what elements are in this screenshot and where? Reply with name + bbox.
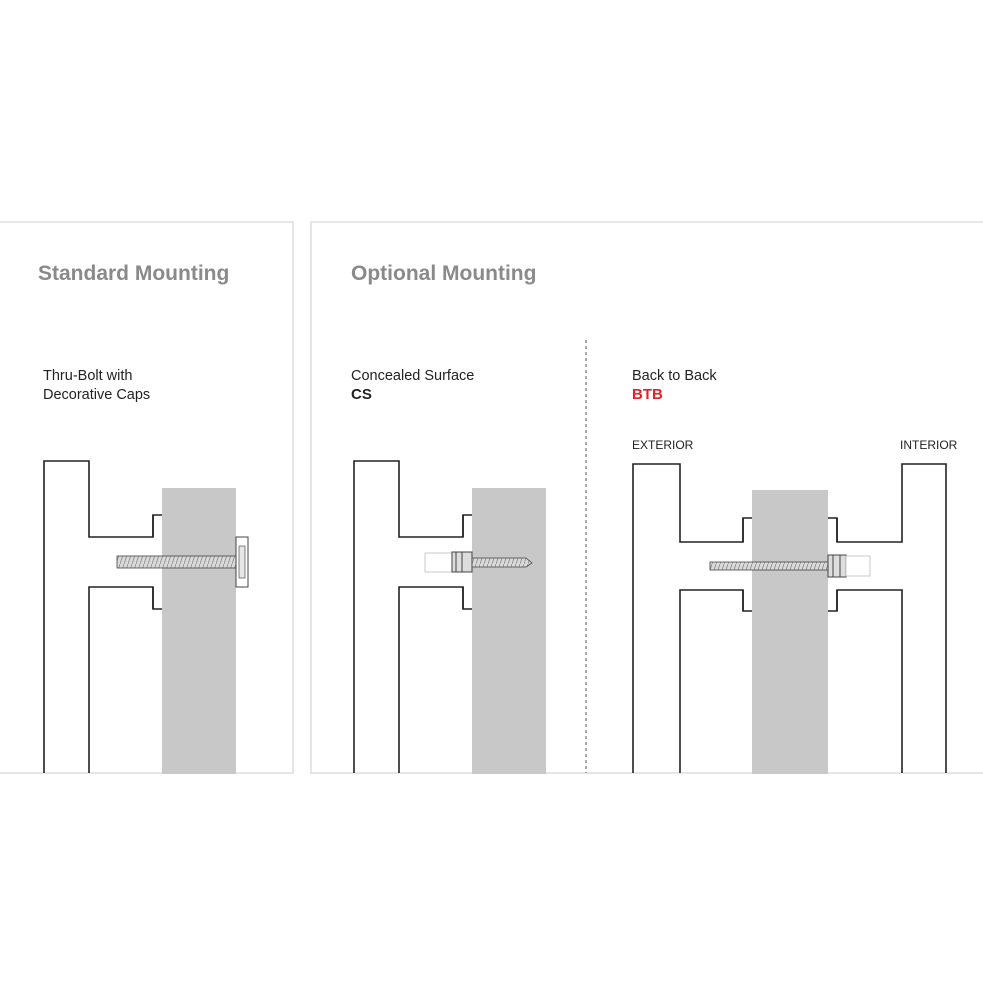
mounting-stud bbox=[828, 555, 846, 577]
btb-code: BTB bbox=[632, 386, 663, 403]
exterior-label: EXTERIOR bbox=[632, 438, 694, 452]
cs-code: CS bbox=[351, 386, 372, 403]
door-slab bbox=[752, 490, 828, 774]
decorative-caps-label: Decorative Caps bbox=[43, 387, 151, 403]
interior-label: INTERIOR bbox=[900, 438, 958, 452]
back-to-back-label: Back to Back bbox=[632, 368, 717, 384]
door-slab bbox=[472, 488, 546, 774]
lag-screw bbox=[472, 558, 532, 567]
optional-mounting-heading: Optional Mounting bbox=[351, 262, 537, 285]
door-slab bbox=[162, 488, 236, 774]
standard-thru-bolt-drawing bbox=[44, 461, 248, 774]
connecting-bolt bbox=[710, 562, 836, 570]
optional-panel bbox=[311, 222, 983, 773]
standard-mounting-heading: Standard Mounting bbox=[38, 262, 230, 285]
thru-bolt-label: Thru-Bolt with bbox=[43, 368, 133, 384]
concealed-surface-drawing bbox=[354, 461, 546, 774]
thru-bolt bbox=[117, 556, 237, 568]
pull-handle bbox=[44, 461, 162, 773]
concealed-surface-label: Concealed Surface bbox=[351, 368, 475, 384]
concealed-post bbox=[425, 553, 453, 572]
back-to-back-drawing bbox=[633, 464, 946, 774]
